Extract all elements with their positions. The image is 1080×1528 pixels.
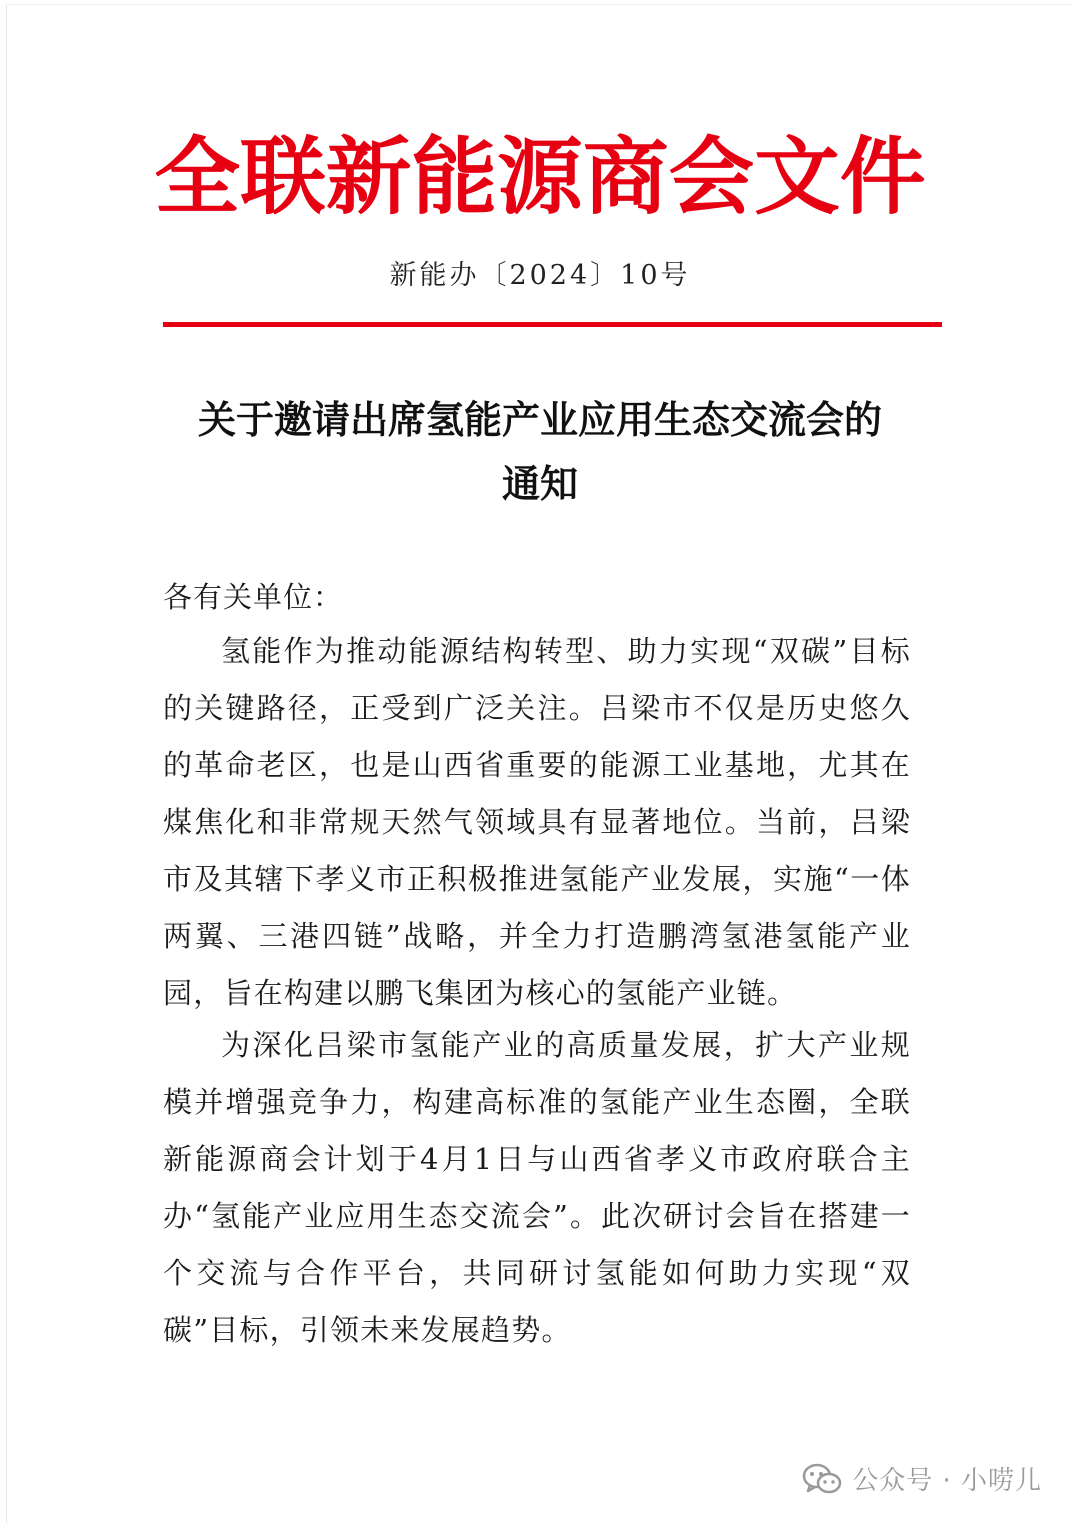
wechat-icon	[802, 1462, 842, 1496]
document-header-title: 全联新能源商会文件	[154, 128, 926, 226]
red-divider-line	[163, 322, 942, 327]
notice-title-line-1: 关于邀请出席氢能产业应用生态交流会的	[197, 397, 882, 442]
document-number: 新能办〔2024〕10号	[389, 260, 691, 291]
body-paragraph: 为深化吕梁市氢能产业的高质量发展，扩大产业规模并增强竞争力，构建高标准的氢能产业生态圈，全联新能源商会计划于4月1日与山西省孝义市政府联合主办“氢能产业应用生态交流会”。此次研讨会旨在搭建一个交流与合作平台，共同研讨氢能如何助力实现“双碳”目标，引领未来发展趋势。	[163, 1028, 911, 1347]
salutation: 各有关单位：	[163, 580, 344, 614]
watermark-text: 公众号 · 小唠儿	[852, 1466, 1042, 1496]
notice-title-line-2: 通知	[501, 461, 578, 506]
body-paragraph: 氢能作为推动能源结构转型、助力实现“双碳”目标的关键路径，正受到广泛关注。吕梁市不仅是历史悠久的革命老区，也是山西省重要的能源工业基地，尤其在煤焦化和非常规天然气领域具有显著地位。当前，吕梁市及其辖下孝义市正积极推进氢能产业发展，实施“一体两翼、三港四链”战略，并全力打造鹏湾氢港氢能产业园，旨在构建以鹏飞集团为核心的氢能产业链。	[163, 634, 911, 1010]
notice-title	[150, 388, 930, 516]
watermark	[802, 1460, 1042, 1497]
